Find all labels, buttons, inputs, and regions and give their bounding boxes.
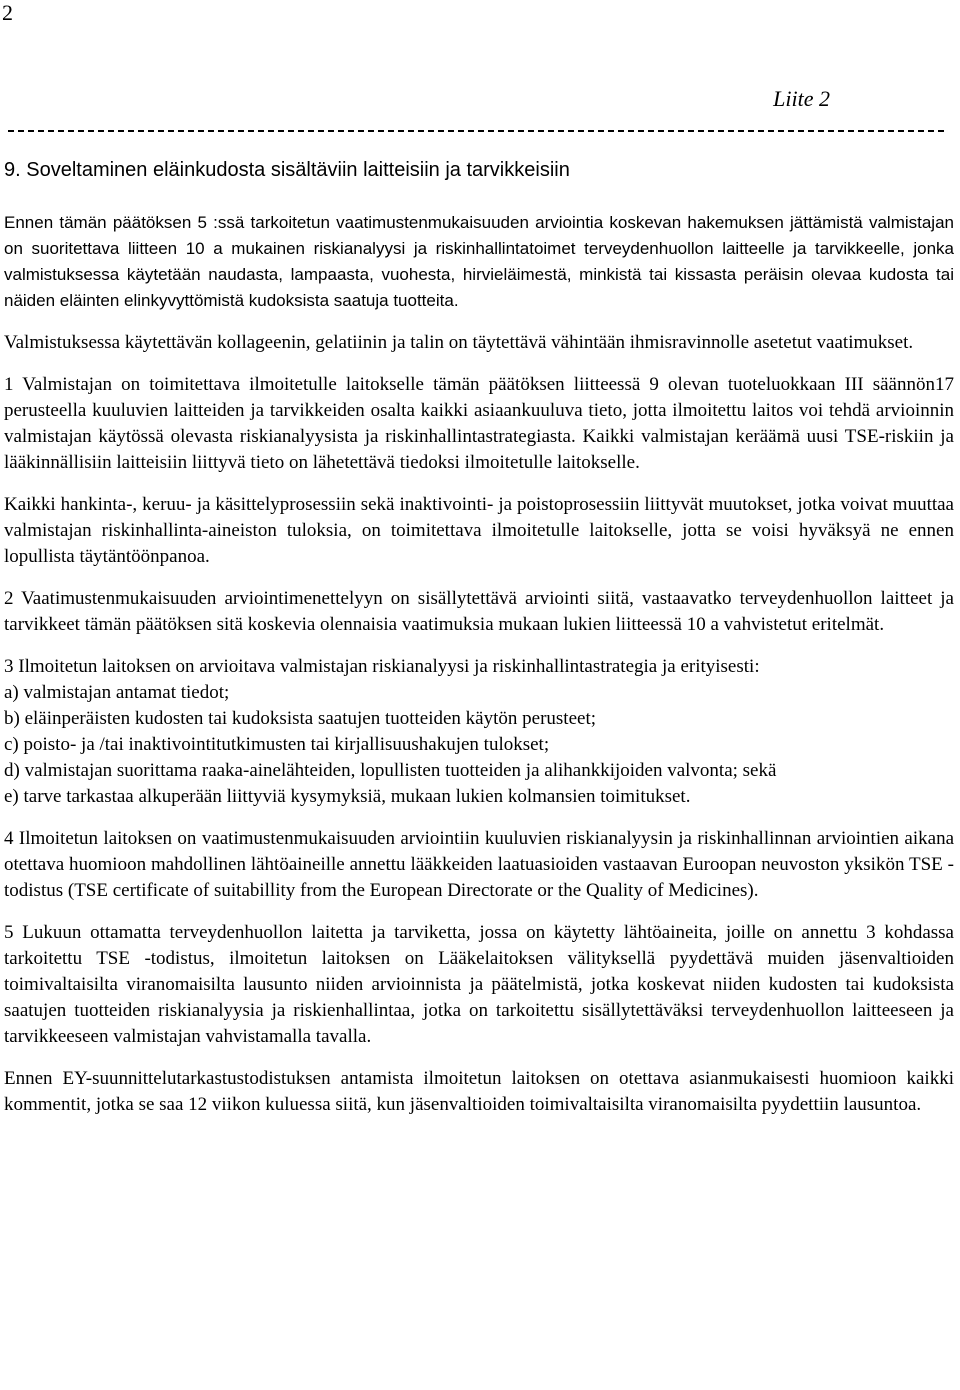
paragraph-intro: Ennen tämän päätöksen 5 :ssä tarkoitetun vaatimustenmukaisuuden arviointia koskevan hakemuksen jättämistä valmistajan on suoritettava liitteen 10 a mukainen riskianalyysi ja riskinhallintatoimet terveydenhuollon laitteelle ja tarvikkeelle, jonka valmistuksessa käytetään naudasta, lampaasta, vuohesta, hirvieläimestä, minkistä tai kissasta peräisin olevaa kudosta tai näiden eläinten elinkyvyttömistä kudoksista saatuja tuotteita. [4, 213, 954, 310]
point-3-block [4, 654, 954, 810]
header-divider [8, 130, 944, 132]
paragraph-point-4: 4 Ilmoitetun laitoksen on vaatimustenmukaisuuden arviointiin kuuluvien riskianalyysin ja riskinhallinnan arviointien aikana otettava huomioon mahdollinen lähtöaineille annettu lääkkeiden laatuasioiden vastaavan Euroopan neuvoston yksikön TSE -todistus (TSE certificate of suitabillity from the European Directorate or the Quality of Medicines). [4, 828, 954, 901]
paragraph-point-3-intro: 3 Ilmoitetun laitoksen on arvioitava valmistajan riskianalyysi ja riskinhallintastrategia ja erityisesti: [4, 656, 760, 677]
paragraph-final: Ennen EY-suunnittelutarkastustodistuksen antamista ilmoitetun laitoksen on otettava asianmukaisesti huomioon kaikki kommentit, jotka se saa 12 viikon kuluessa siitä, kun jäsenvaltioiden toimivaltaisilta viranomaisilta pyydettiin lausuntoa. [4, 1068, 954, 1115]
paragraph-collagen: Valmistuksessa käytettävän kollageenin, gelatiinin ja talin on täytettävä vähintään ihmisravinnolle asetetut vaatimukset. [4, 332, 914, 353]
list-item-e: e) tarve tarkastaa alkuperään liittyviä kysymyksiä, mukaan lukien kolmansien toimitukset. [4, 786, 691, 807]
document-body [4, 210, 954, 1134]
paragraph-changes: Kaikki hankinta-, keruu- ja käsittelyprosessiin sekä inaktivointi- ja poistoprosessiin liittyvät muutokset, jotka voivat muuttaa valmistajan riskinhallinta-aineiston tuloksia, on toimitettava ilmoitetulle laitokselle, jotta se voisi hyväksyä ne ennen lopullista täytäntöönpanoa. [4, 494, 954, 567]
paragraph-point-1: 1 Valmistajan on toimitettava ilmoitetulle laitokselle tämän päätöksen liitteessä 9 olevan tuoteluokkaan III säännön17 perusteella kuuluvien laitteiden ja tarvikkeiden osalta kaikki asiaankuuluva tieto, jotta ilmoitettu laitos voi tehdä arvioinnin valmistajan käytössä olevasta riskianalyysista ja riskinhallintastrategiasta. Kaikki valmistajan keräämä uusi TSE-riskiin ja lääkinnällisiin laitteisiin liittyvä tieto on lähetettävä tiedoksi ilmoitetulle laitokselle. [4, 374, 954, 473]
paragraph-point-2: 2 Vaatimustenmukaisuuden arviointimenettelyyn on sisällytettävä arviointi siitä, vastaavatko terveydenhuollon laitteet ja tarvikkeet tämän päätöksen sitä koskevia olennaisia vaatimuksia mukaan lukien liitteessä 10 a vahvistetut eritelmät. [4, 588, 954, 635]
paragraph-point-5: 5 Lukuun ottamatta terveydenhuollon laitetta ja tarviketta, jossa on käytetty lähtöaineita, joille on annettu 3 kohdassa tarkoitettu TSE -todistus, ilmoitetun laitoksen on Lääkelaitoksen välityksellä pyydettävä muiden jäsenvaltioiden toimivaltaisilta viranomaisilta lausunto niiden arvioinnista ja päätelmistä, jotka koskevat niiden kudosten tai kudoksista saatujen tuotteiden riskianalyysia ja riskienhallintaa, jotka on tarkoitettu sisällytettäväksi terveydenhuollon laitteeseen ja tarvikkeeseen valmistajan vahvistamalla tavalla. [4, 922, 954, 1047]
list-item-c: c) poisto- ja /tai inaktivointitutkimusten tai kirjallisuushakujen tulokset; [4, 734, 550, 755]
page-number: 2 [2, 0, 13, 25]
annex-label: Liite 2 [773, 86, 830, 111]
list-item-b: b) eläinperäisten kudosten tai kudoksista saatujen tuotteiden käytön perusteet; [4, 708, 597, 729]
list-item-a: a) valmistajan antamat tiedot; [4, 682, 230, 703]
section-heading: 9. Soveltaminen eläinkudosta sisältäviin laitteisiin ja tarvikkeisiin [4, 159, 570, 181]
list-item-d: d) valmistajan suorittama raaka-ainelähteiden, lopullisten tuotteiden ja alihankkijoiden valvonta; sekä [4, 760, 777, 781]
